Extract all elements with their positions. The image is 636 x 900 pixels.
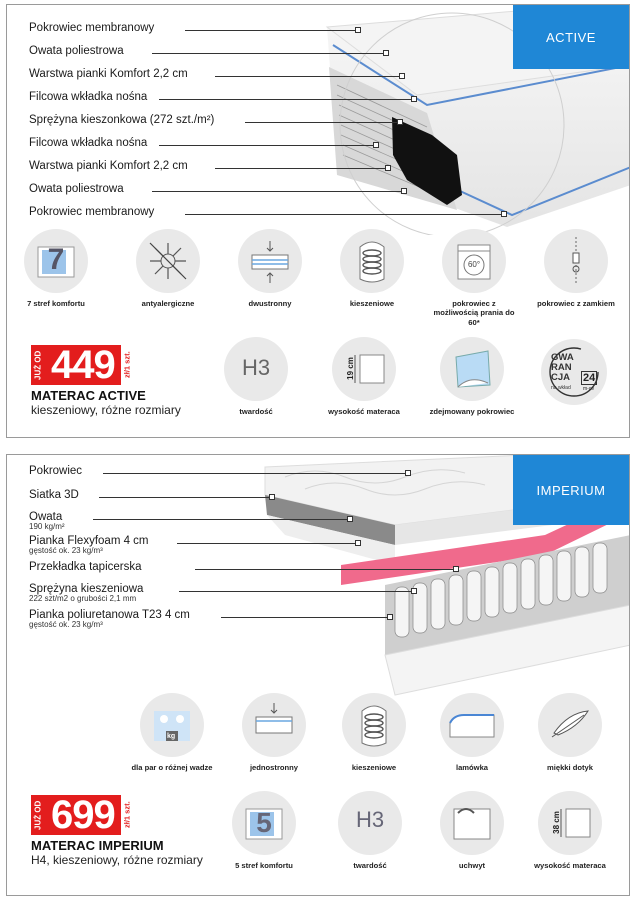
product-description: H4, kieszeniowy, różne rozmiary bbox=[31, 853, 203, 867]
price-from: JUŻ OD bbox=[31, 795, 45, 835]
feature-handle bbox=[427, 791, 517, 870]
feature-label: pokrowiec z zamkiem bbox=[537, 299, 615, 308]
active-brand-tag: ACTIVE bbox=[513, 5, 629, 69]
layer-label bbox=[29, 489, 79, 501]
feature-piping bbox=[427, 693, 517, 772]
active-price-badge bbox=[31, 345, 133, 385]
layer-label bbox=[29, 535, 149, 555]
height-icon bbox=[332, 337, 396, 401]
feature-label: zdejmowany pokrowiec bbox=[429, 407, 515, 416]
feature-glyph: H3 bbox=[355, 807, 385, 832]
feature-label: kieszeniowe bbox=[351, 763, 397, 772]
layer-label bbox=[29, 561, 142, 573]
layer-label: Warstwa pianki Komfort 2,2 cm bbox=[29, 160, 188, 172]
leader-dot bbox=[453, 566, 459, 572]
price-value: 699 bbox=[45, 795, 121, 835]
feature-antiallergic bbox=[123, 229, 213, 308]
layer-label: Pokrowiec membranowy bbox=[29, 22, 155, 34]
single-sided-icon bbox=[242, 693, 306, 757]
layer-label: Filcowa wkładka nośna bbox=[29, 91, 148, 103]
feature-label: dla par o różnej wadze bbox=[131, 763, 213, 772]
height-icon bbox=[538, 791, 602, 855]
feature-label: twardość bbox=[239, 407, 273, 416]
double-sided-icon bbox=[238, 229, 302, 293]
removable-cover-icon bbox=[440, 337, 504, 401]
imperium-price-badge bbox=[31, 795, 133, 835]
feature-pocket-spring bbox=[329, 693, 419, 772]
feature-label: kieszeniowe bbox=[349, 299, 395, 308]
feature-label: dwustronny bbox=[248, 299, 292, 308]
feature-glyph: 5 bbox=[256, 807, 272, 838]
price-unit: zł/1 szt. bbox=[122, 351, 132, 379]
layer-label: Sprężyna kieszonkowa (272 szt./m²) bbox=[29, 114, 215, 126]
feature-height bbox=[525, 791, 615, 870]
imperium-product-panel bbox=[6, 454, 630, 896]
leader-dot bbox=[411, 588, 417, 594]
piping-icon bbox=[440, 693, 504, 757]
active-product-panel bbox=[6, 4, 630, 438]
layer-subtitle: gęstość ok. 23 kg/m³ bbox=[29, 546, 103, 555]
leader-line bbox=[179, 591, 411, 592]
feature-five-zones bbox=[219, 791, 309, 870]
price-from: JUŻ OD bbox=[31, 345, 45, 385]
product-name: MATERAC IMPERIUM bbox=[31, 838, 164, 853]
feature-soft-touch bbox=[525, 693, 615, 772]
feature-single-sided bbox=[229, 693, 319, 772]
handle-icon bbox=[440, 791, 504, 855]
leader-dot bbox=[355, 540, 361, 546]
feature-zipper-cover bbox=[531, 229, 621, 308]
layer-subtitle: gęstość ok. 23 kg/m³ bbox=[29, 620, 103, 629]
antiallergic-icon bbox=[136, 229, 200, 293]
warranty-badge: GWA RAN CJA na wkład 24 m-ce bbox=[541, 339, 607, 405]
pocket-spring-icon bbox=[342, 693, 406, 757]
layer-title: Owata bbox=[29, 511, 63, 523]
layer-title: Pokrowiec bbox=[29, 465, 83, 477]
feature-label: wysokość materaca bbox=[328, 407, 400, 416]
feature-label: twardość bbox=[353, 861, 387, 870]
layer-label: Pokrowiec membranowy bbox=[29, 206, 155, 218]
layer-label bbox=[29, 609, 190, 629]
pocket-spring-icon bbox=[340, 229, 404, 293]
feature-seven-zones: 7 7 stref komfortu bbox=[11, 229, 101, 308]
zipper-cover-icon bbox=[544, 229, 608, 293]
layer-label bbox=[29, 511, 65, 531]
feature-label: antyalergiczne bbox=[141, 299, 195, 308]
layer-label: Filcowa wkładka nośna bbox=[29, 137, 148, 149]
product-name: MATERAC ACTIVE bbox=[31, 388, 146, 403]
feature-height: 19 cm wysokość materaca bbox=[319, 337, 409, 416]
imperium-brand-tag: IMPERIUM bbox=[513, 455, 629, 525]
leader-line bbox=[221, 617, 387, 618]
layer-subtitle: 222 szt/m2 o grubości 2,1 mm bbox=[29, 594, 137, 603]
feature-glyph: 38 cm bbox=[551, 811, 561, 834]
layer-title: Przekładka tapicerska bbox=[29, 561, 142, 573]
layer-subtitle: 190 kg/m² bbox=[29, 522, 65, 531]
feature-label: uchwyt bbox=[458, 861, 486, 870]
couple-icon bbox=[140, 693, 204, 757]
layer-title: Siatka 3D bbox=[29, 489, 79, 501]
feature-label: wysokość materaca bbox=[534, 861, 606, 870]
feature-label: miękki dotyk bbox=[546, 763, 593, 772]
layer-label: Owata poliestrowa bbox=[29, 45, 124, 57]
leader-line bbox=[195, 569, 453, 570]
soft-touch-icon bbox=[538, 693, 602, 757]
leader-line bbox=[99, 497, 269, 498]
feature-hardness: H3 twardość bbox=[211, 337, 301, 416]
layer-label: Owata poliestrowa bbox=[29, 183, 124, 195]
feature-label: 7 stref komfortu bbox=[27, 299, 85, 308]
layer-label bbox=[29, 583, 143, 603]
leader-dot bbox=[387, 614, 393, 620]
feature-glyph: kg bbox=[167, 733, 176, 740]
product-description: kieszeniowy, różne rozmiary bbox=[31, 403, 181, 417]
leader-dot bbox=[405, 470, 411, 476]
leader-dot bbox=[269, 494, 275, 500]
layer-label: Warstwa pianki Komfort 2,2 cm bbox=[29, 68, 188, 80]
leader-dot bbox=[347, 516, 353, 522]
leader-line bbox=[177, 543, 355, 544]
layer-title: Pianka Flexyfoam 4 cm bbox=[29, 535, 149, 547]
feature-washable-cover: 60° pokrowiec z możliwością prania do 60* bbox=[429, 229, 519, 327]
feature-removable-cover bbox=[427, 337, 517, 416]
layer-title: Pianka poliuretanowa T23 4 cm bbox=[29, 609, 190, 621]
price-value: 449 bbox=[45, 345, 121, 385]
price-unit: zł/1 szt. bbox=[122, 801, 132, 829]
feature-label: 5 stref komfortu bbox=[235, 861, 293, 870]
feature-label: pokrowiec z możliwością prania do 60* bbox=[433, 299, 515, 327]
feature-couple bbox=[127, 693, 217, 772]
feature-label: lamówka bbox=[455, 763, 489, 772]
layer-title: Sprężyna kieszeniowa bbox=[29, 583, 144, 595]
feature-hardness-h3 bbox=[325, 791, 415, 870]
feature-pocket-spring bbox=[327, 229, 417, 308]
layer-label bbox=[29, 465, 82, 477]
feature-label: jednostronny bbox=[249, 763, 299, 772]
feature-double-sided bbox=[225, 229, 315, 308]
leader-line bbox=[93, 519, 347, 520]
leader-line bbox=[103, 473, 405, 474]
